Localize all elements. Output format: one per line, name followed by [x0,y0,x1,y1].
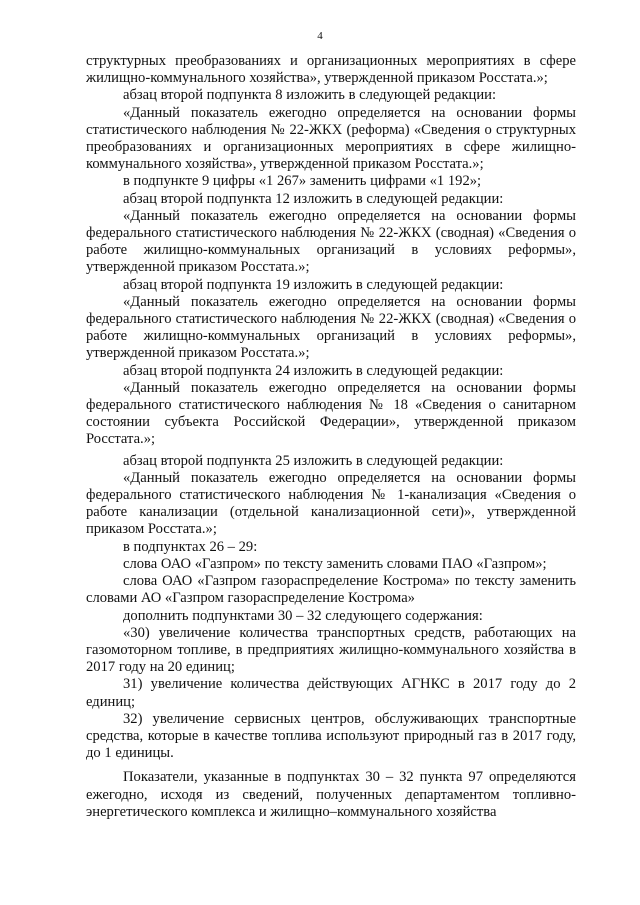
paragraph: абзац второй подпункта 19 изложить в следующей редакции: [123,276,504,293]
paragraph-quote: «Данный показатель ежегодно определяется на основании формы федерального статистического наблюдения № 18 «Сведения о санитарном состоянии субъекта Российской Федерации», утвержденной приказом Росстата.»; [86,379,576,448]
paragraph: абзац второй подпункта 24 изложить в следующей редакции: [123,362,504,379]
paragraph-quote: «30) увеличение количества транспортных средств, работающих на газомоторном топливе, в предприятиях жилищно-коммунального хозяйства в 2017 году на 20 единиц; [86,624,576,676]
paragraph-continuation: структурных преобразованиях и организационных мероприятиях в сфере жилищно-коммунального хозяйства», утвержденной приказом Росстата.»; [86,53,576,87]
paragraph: Показатели, указанные в подпунктах 30 – 32 пункта 97 определяются ежегодно, исходя из сведений, полученных департаментом топливно-энергетического комплекса и жилищно–коммунального хозяйства [86,769,576,820]
paragraph-quote: «Данный показатель ежегодно определяется на основании формы федерального статистического наблюдения № 22-ЖКХ (сводная) «Сведения о работе жилищно-коммунальных организаций в условиях реформы», утвержденной приказом Росстата.»; [86,293,576,362]
paragraph: 31) увеличение количества действующих АГНКС в 2017 году до 2 единиц; [86,676,576,710]
paragraph: слова ОАО «Газпром газораспределение Кострома» по тексту заменить словами АО «Газпром газораспределение Кострома» [86,573,576,607]
paragraph: в подпунктах 26 – 29: [123,538,258,555]
paragraph: дополнить подпунктами 30 – 32 следующего содержания: [123,607,483,624]
paragraph: абзац второй подпункта 25 изложить в следующей редакции: [123,452,504,469]
paragraph-quote: «Данный показатель ежегодно определяется на основании формы федерального статистического наблюдения № 22-ЖКХ (сводная) «Сведения о работе жилищно-коммунальных организаций в условиях реформы», утвержденной приказом Росстата.»; [86,207,576,276]
paragraph: в подпункте 9 цифры «1 267» заменить цифрами «1 192»; [123,173,482,190]
paragraph: абзац второй подпункта 12 изложить в следующей редакции: [123,190,504,207]
paragraph-quote: «Данный показатель ежегодно определяется на основании формы статистического наблюдения № 22-ЖКХ (реформа) «Сведения о структурных преобразованиях и организационных мероприятиях в сфере жилищно-коммунального хозяйства», утвержденной приказом Росстата.»; [86,104,576,173]
paragraph-quote: «Данный показатель ежегодно определяется на основании формы федерального статистического наблюдения № 1-канализация «Сведения о работе канализации (отдельной канализационной сети)», утвержденной приказом Росстата.»; [86,469,576,538]
document-body [86,53,576,821]
paragraph: слова ОАО «Газпром» по тексту заменить словами ПАО «Газпром»; [123,555,547,572]
paragraph: 32) увеличение сервисных центров, обслуживающих транспортные средства, которые в качестве топлива используют природный газ в 2017 году, до 1 единицы. [86,710,576,762]
paragraph: абзац второй подпункта 8 изложить в следующей редакции: [123,87,497,104]
page-number: 4 [317,30,323,42]
